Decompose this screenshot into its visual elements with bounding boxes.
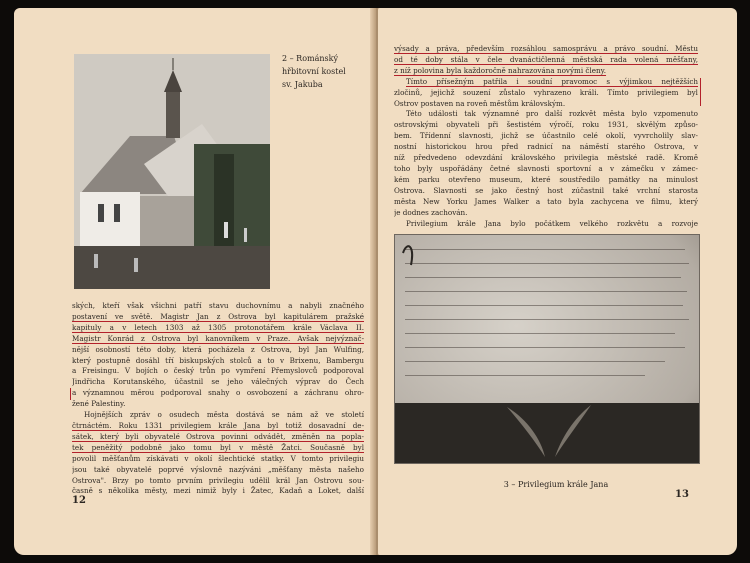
text-line: Ostrova. Slavnosti se jako čestný host zúčastnil také vrchní starosta [394,185,698,195]
text-line: Hojnějších zpráv o osudech města dostává se nám až ve století [84,410,364,420]
manuscript-figure-caption: 3 – Privilegium krále Jana [503,480,609,489]
text-line: žené Palestiny. [72,399,126,409]
text-line: je dodnes zachován. [394,207,468,217]
text-line: nostní historickou hrou před radnicí na náměstí starého Ostrova, v [394,142,698,152]
text-line: Jindřicha Korutanského, účastnil se jeho válečných výprav do Čech [72,377,364,387]
text-line: výsady a práva, především rozsáhlou samosprávu a právo soudní. Městu [394,44,698,53]
text-line: který postupně dosáhl tří biskupských stolců a to v Brixenu, Bambergu [72,355,364,365]
text-line: povolil měšťanům získávati v okolí šlechtické statky. V tomto privilegiu [72,453,364,463]
text-line: nější osobností této doby, která pocházela z Ostrova, byl Jan Wulfing, [72,344,364,354]
text-line: Ostrova". Brzy po tomto prvním privilegiu udělil král Jan Ostrovu sou- [72,475,364,485]
text-line: toho byly uspořádány četné slavnosti sportovní a v zámečku v zámec- [394,163,698,173]
page-number: 13 [675,489,689,500]
margin-mark [700,78,701,106]
margin-mark [70,388,71,400]
right-body-text [394,44,698,229]
text-line: Privilegium krále Jana bylo počátkem velkého rozkvětu a rozvoje [406,218,698,228]
text-line: sátek, který byli obyvatelé Ostrova povinni odvádět, změněn na popla- [72,431,364,441]
text-line: a významnou měrou podporoval snahy o osvobození a záchranu ohro- [72,388,364,398]
text-line: jsou také obyvatelé poprvé výslovně nazýváni „měšťany města našeho [72,464,364,474]
text-line: Magistr Konrád z Ostrova byl kanovníkem v Praze. Avšak nejvýznač- [72,333,364,343]
text-line: ostrovskými obyvateli při šestistém výročí, roku 1931, skvělým způso- [394,120,698,130]
right-page [378,8,737,555]
caption-line: 2 – Románský [282,54,338,63]
text-line: zločinů, jejichž souzení zůstalo vyhrazeno králi. Tímto privilegiem byl [394,87,698,97]
church-figure-caption [282,52,372,91]
text-line: Této události tak významné pro další rozkvět města bylo vzpomenuto [406,109,698,119]
text-line: kapituly a v letech 1303 až 1305 protonotářem krále Václava II. [72,322,364,332]
text-line: od té doby stála v čele dvanáctičlenná městská rada volená měšťany, [394,54,698,64]
left-page [14,8,376,555]
text-line: bem. Třídenní slavnosti, jichž se účastnilo celé okolí, vyvrcholily slav- [394,131,698,141]
text-line: tek peněžitý podobně jako tomu byl v městě Žatci. Současně byl [72,442,364,452]
text-line: ských, kteří však všichni patří stavu duchovnímu a nabyli značného [72,301,364,310]
text-line: kém parku otevřeno museum, které soustředilo památky na minulost [394,174,698,184]
text-line: Ostrov postaven na roveň městům královským. [394,98,566,108]
church-photo [74,54,270,289]
text-line: města New Yorku James Walker a tato byla zachycena ve filmu, který [394,196,698,206]
text-line: časně s několika městy, mezi nimiž byly i Žatec, Kadaň a Loket, další [72,486,364,496]
caption-line: hřbitovní kostel [282,67,346,76]
text-line: Tímto přísežným patřila i soudní pravomoc s výjimkou nejtěžších [406,76,698,86]
caption-line: sv. Jakuba [282,80,323,89]
page-number: 12 [72,495,86,506]
text-line: postavení ve světě. Magistr Jan z Ostrova byl kapitulárem pražské [72,311,364,321]
text-line: a Freisingu. V bojích o český trůn po vymření Přemyslovců podporoval [72,366,364,376]
left-body-text [72,301,364,497]
text-line: níž předvedeno odevzdání královského privilegia městské radě. Kromě [394,153,698,163]
text-line: čtrnáctém. Roku 1331 privilegiem krále Jana byl totiž dosavadní de- [72,420,364,430]
manuscript-photo [394,234,700,464]
text-line: z níž polovina byla každoročně nahrazována novými členy. [394,65,607,75]
